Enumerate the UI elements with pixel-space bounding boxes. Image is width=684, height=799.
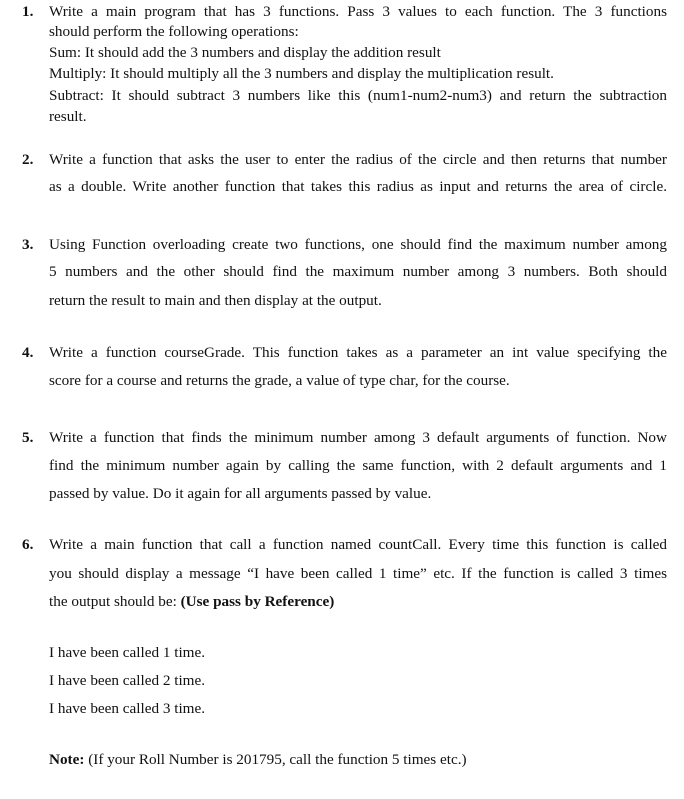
note-label: Note:	[49, 751, 85, 768]
question-6-line-2: you should display a message “I have been called 1 time” etc. If the function is called 3 times	[49, 565, 667, 582]
question-1-line-2: should perform the following operations:	[49, 23, 299, 40]
question-3-line-3: return the result to main and then display at the output.	[49, 292, 382, 309]
question-3-line-2: 5 numbers and the other should find the maximum number among 3 numbers. Both should	[49, 263, 667, 280]
question-6-line-3	[49, 593, 334, 611]
question-5-line-2: find the minimum number again by calling the same function, with 2 default arguments and 1	[49, 457, 667, 474]
output-line-1: I have been called 1 time.	[49, 644, 206, 661]
question-6-number: 6.	[22, 536, 34, 553]
pass-by-reference-emphasis: (Use pass by Reference)	[180, 593, 335, 610]
question-4-number: 4.	[22, 344, 34, 361]
question-1-line-3: Sum: It should add the 3 numbers and display the addition result	[49, 44, 441, 61]
question-2-number: 2.	[22, 151, 34, 168]
question-4-line-1: Write a function courseGrade. This function takes as a parameter an int value specifying the	[49, 344, 667, 361]
question-5-line-1: Write a function that finds the minimum number among 3 default arguments of function. Now	[49, 429, 667, 446]
question-2-line-1: Write a function that asks the user to enter the radius of the circle and then returns that number	[49, 151, 667, 168]
output-line-3: I have been called 3 time.	[49, 700, 206, 717]
question-5-line-3: passed by value. Do it again for all arguments passed by value.	[49, 485, 432, 502]
question-6-line-1: Write a main function that call a function named countCall. Every time this function is called	[49, 536, 667, 553]
question-4-line-2: score for a course and returns the grade, a value of type char, for the course.	[49, 372, 510, 389]
question-3-line-1: Using Function overloading create two functions, one should find the maximum number among	[49, 236, 667, 253]
question-2-line-2: as a double. Write another function that takes this radius as input and returns the area of circle.	[49, 178, 667, 195]
note-text: (If your Roll Number is 201795, call the function 5 times etc.)	[84, 751, 467, 768]
question-1-line-1: Write a main program that has 3 functions. Pass 3 values to each function. The 3 functions	[49, 3, 667, 20]
question-1-line-4: Multiply: It should multiply all the 3 numbers and display the multiplication result.	[49, 65, 554, 82]
question-6-line-3-text: the output should be:	[49, 593, 181, 610]
note-line	[49, 751, 467, 769]
question-5-number: 5.	[22, 429, 34, 446]
question-3-number: 3.	[22, 236, 34, 253]
output-line-2: I have been called 2 time.	[49, 672, 206, 689]
question-1-line-6: result.	[49, 108, 87, 125]
question-1-number: 1.	[22, 3, 34, 20]
question-1-line-5: Subtract: It should subtract 3 numbers like this (num1-num2-num3) and return the subtraction	[49, 87, 667, 104]
